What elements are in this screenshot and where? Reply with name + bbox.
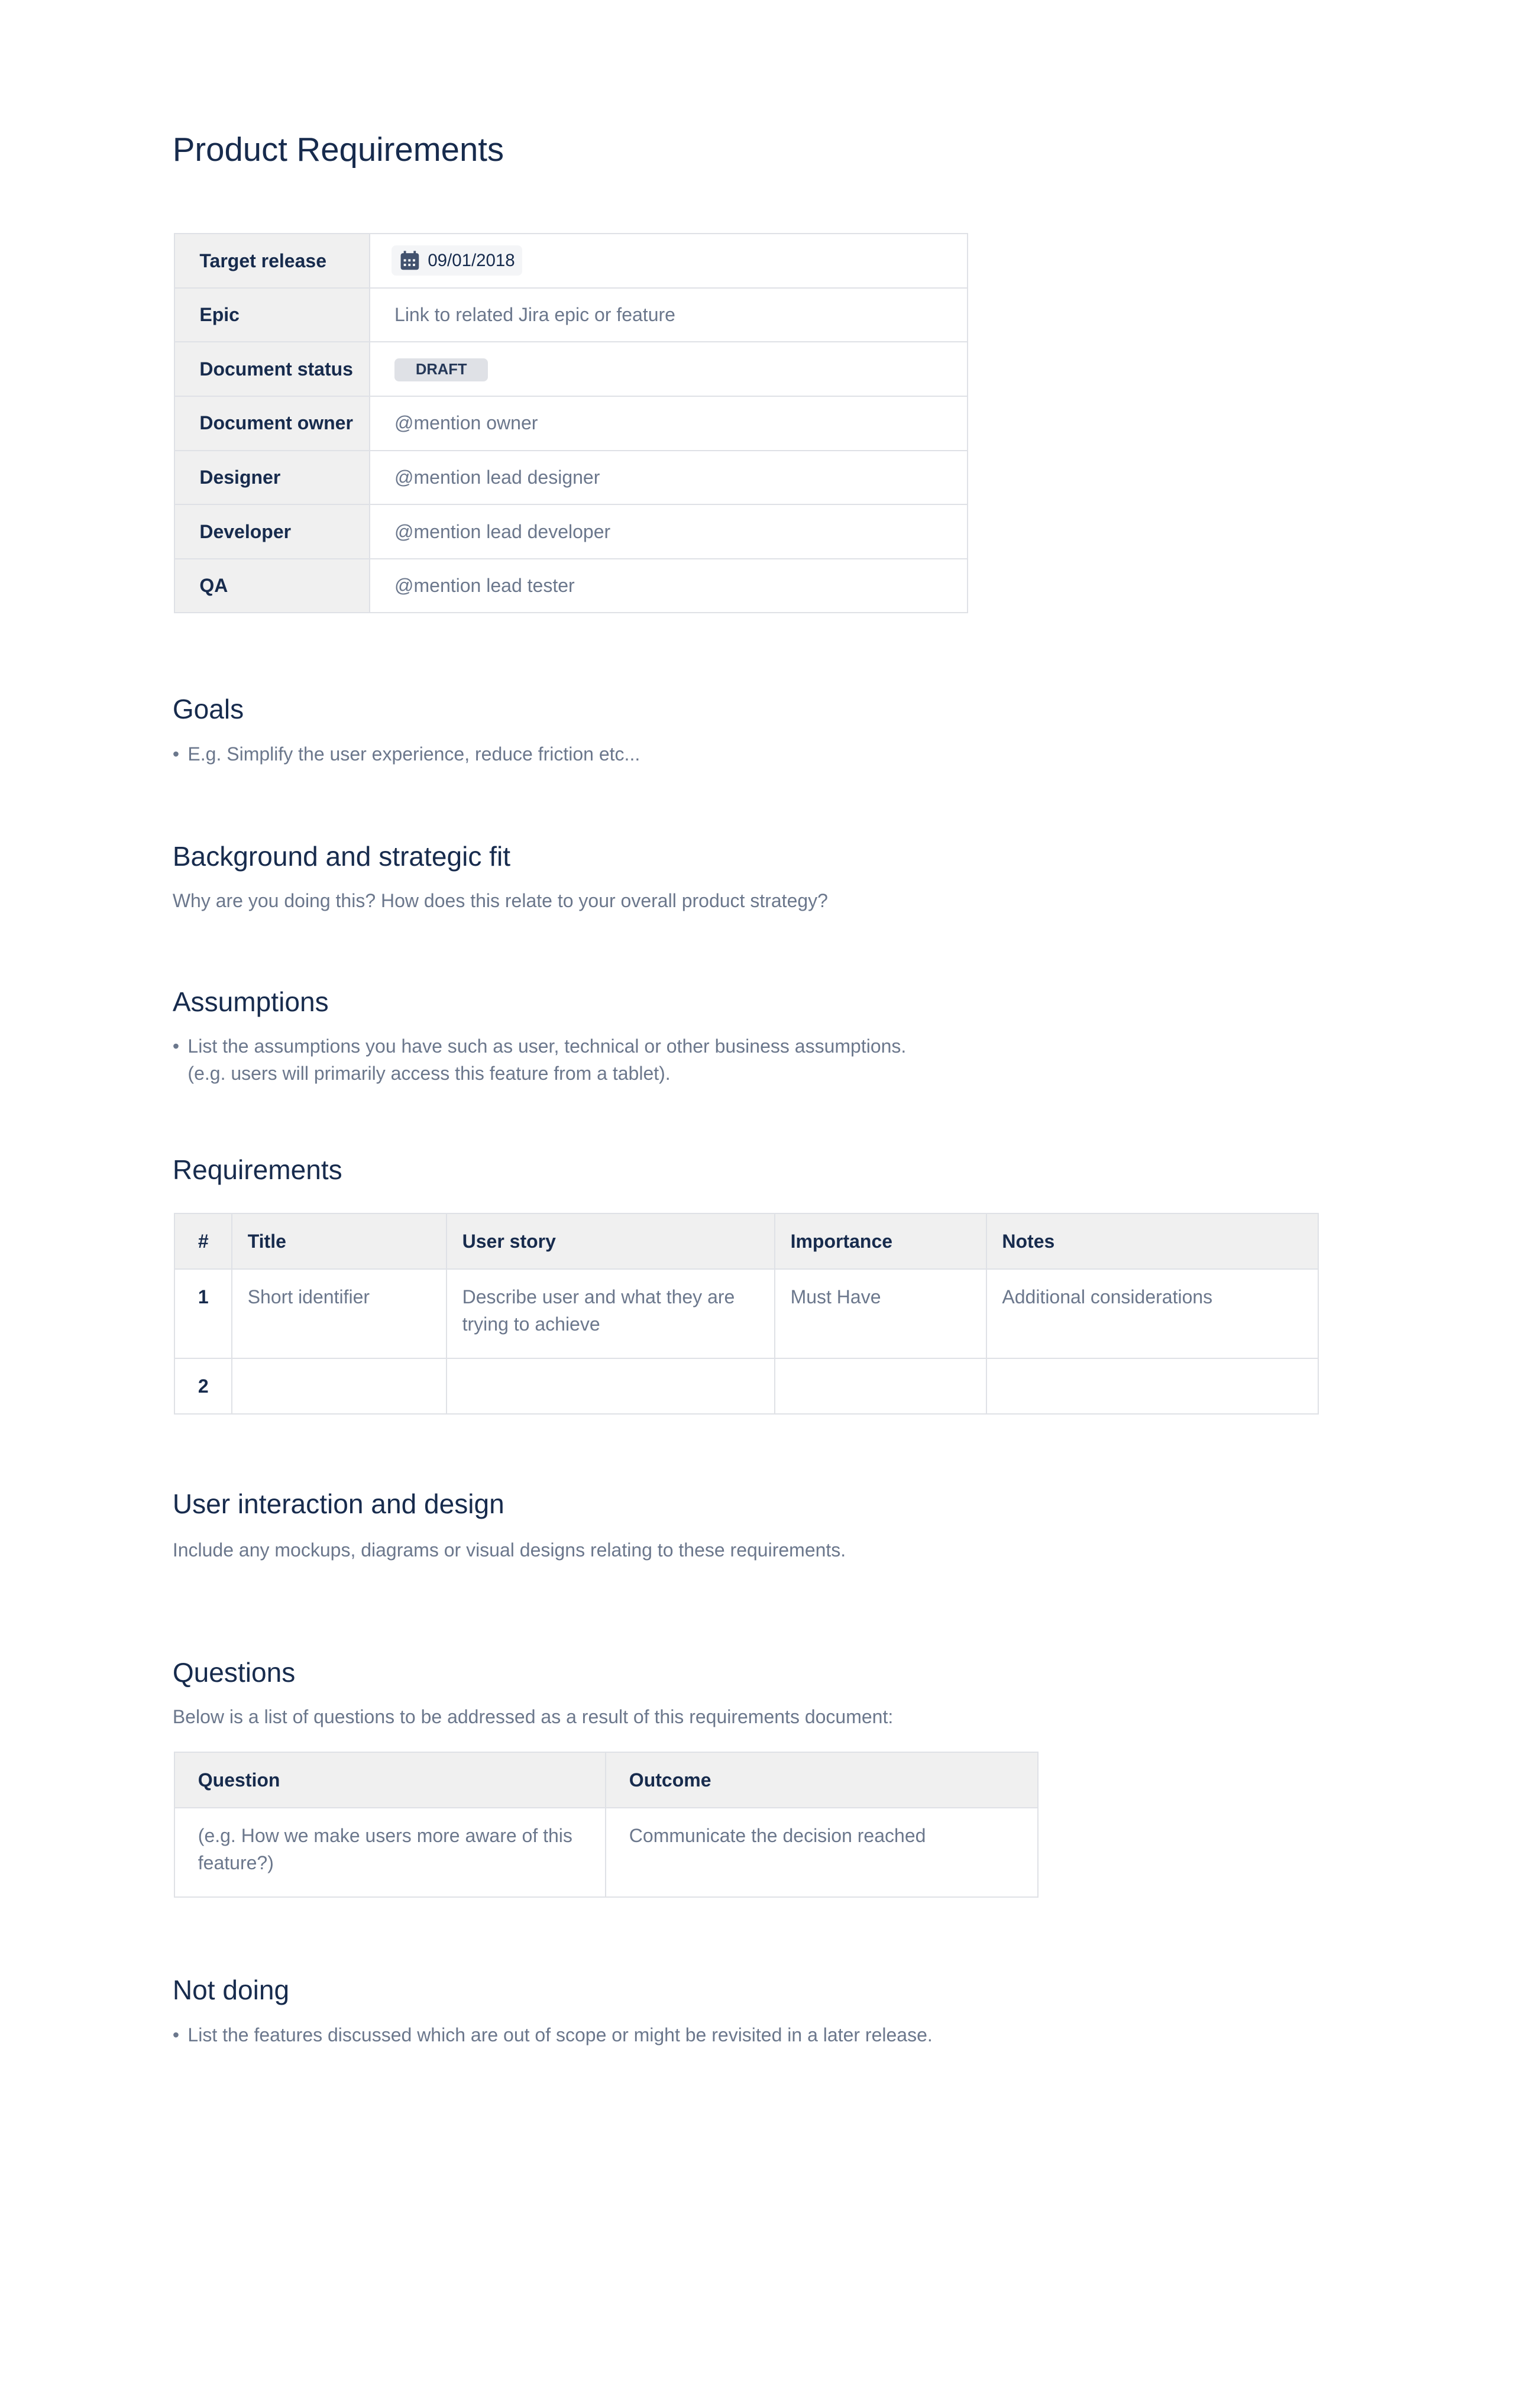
questions-heading: Questions: [172, 1656, 296, 1688]
date-picker[interactable]: [392, 245, 522, 276]
not-doing-text: • List the features discussed which are out of scope or might be revisited in a later release.: [187, 2024, 933, 2045]
column-header: Importance: [775, 1213, 986, 1269]
row-label: Developer: [174, 504, 370, 559]
goal-text: • E.g. Simplify the user experience, reduce friction etc...: [187, 743, 640, 765]
column-header: User story: [447, 1213, 775, 1269]
column-header: Notes: [986, 1213, 1318, 1269]
assumption-line: (e.g. users will primarily access this feature from a tablet).: [187, 1062, 671, 1084]
qa-mention[interactable]: @mention lead tester: [370, 559, 968, 613]
epic-link[interactable]: Link to related Jira epic or feature: [370, 288, 968, 342]
row-label: Document owner: [174, 396, 370, 451]
cell: 1: [174, 1269, 232, 1358]
page-title: Product Requirements: [172, 131, 504, 169]
cell: 2: [174, 1358, 232, 1414]
design-heading: User interaction and design: [172, 1488, 504, 1520]
row-label: Designer: [174, 451, 370, 505]
cell[interactable]: [986, 1358, 1318, 1414]
cell[interactable]: Must Have: [775, 1269, 986, 1358]
table-row: [174, 1808, 1038, 1897]
table-header-row: [174, 1752, 1038, 1808]
table-row: [174, 451, 967, 505]
row-label: Document status: [174, 342, 370, 396]
assumption-line: • List the assumptions you have such as user, technical or other business assumptions.: [187, 1035, 907, 1057]
cell[interactable]: [775, 1358, 986, 1414]
developer-mention[interactable]: @mention lead developer: [370, 504, 968, 559]
row-label: Target release: [174, 234, 370, 288]
questions-intro: Below is a list of questions to be addressed as a result of this requirements document:: [172, 1706, 894, 1727]
cell[interactable]: [232, 1358, 447, 1414]
cell[interactable]: (e.g. How we make users more aware of this feature?): [174, 1808, 606, 1897]
table-row: [174, 288, 967, 342]
background-text: Why are you doing this? How does this relate to your overall product strategy?: [172, 890, 828, 912]
owner-mention[interactable]: @mention owner: [370, 396, 968, 451]
cell[interactable]: Additional considerations: [986, 1269, 1318, 1358]
designer-mention[interactable]: @mention lead designer: [370, 451, 968, 505]
list-item: [173, 740, 640, 768]
requirements-heading: Requirements: [172, 1154, 342, 1185]
goals-heading: Goals: [172, 694, 244, 725]
table-row: [174, 234, 967, 288]
list-item: [173, 1033, 906, 1087]
status-badge: DRAFT: [394, 358, 488, 381]
table-row: [174, 504, 967, 559]
table-row: [174, 342, 967, 396]
not-doing-heading: Not doing: [172, 1975, 290, 2006]
calendar-icon: [399, 250, 420, 271]
column-header: Outcome: [606, 1752, 1038, 1808]
table-row: [174, 396, 967, 451]
assumptions-heading: Assumptions: [172, 986, 329, 1017]
table-header-row: [174, 1213, 1318, 1269]
column-header: Question: [174, 1752, 606, 1808]
metadata-table: [174, 233, 968, 613]
cell[interactable]: Communicate the decision reached: [606, 1808, 1038, 1897]
list-item: [173, 2021, 933, 2048]
column-header: #: [174, 1213, 232, 1269]
table-row: [174, 559, 967, 613]
questions-table: [174, 1752, 1039, 1898]
cell[interactable]: Describe user and what they are trying to achieve: [447, 1269, 775, 1358]
cell[interactable]: Short identifier: [232, 1269, 447, 1358]
requirements-table: [174, 1213, 1318, 1415]
table-row: [174, 1269, 1318, 1358]
cell[interactable]: [447, 1358, 775, 1414]
row-label: Epic: [174, 288, 370, 342]
design-text: Include any mockups, diagrams or visual designs relating to these requirements.: [172, 1539, 846, 1561]
column-header: Title: [232, 1213, 447, 1269]
row-label: QA: [174, 559, 370, 613]
background-heading: Background and strategic fit: [172, 840, 511, 872]
target-release-date: 09/01/2018: [428, 250, 515, 270]
table-row: [174, 1358, 1318, 1414]
